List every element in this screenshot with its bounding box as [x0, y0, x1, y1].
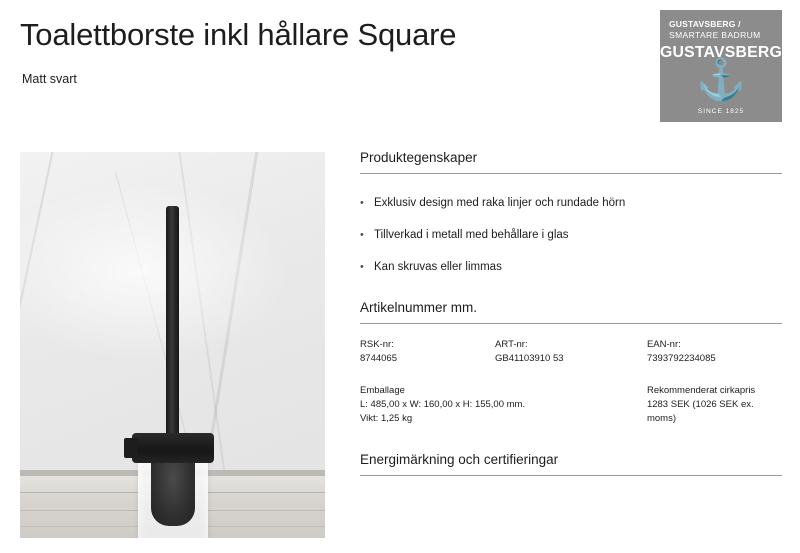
brand-tagline-line2: SMARTARE BADRUM [669, 30, 761, 40]
brand-logo [660, 10, 782, 122]
brush-holder-ring [132, 433, 214, 463]
divider [360, 323, 782, 324]
art-column [495, 338, 647, 366]
packaging-row [360, 384, 782, 426]
features-list [360, 174, 782, 274]
wall-highlight [20, 182, 290, 362]
energy-heading: Energimärkning och certifieringar [360, 452, 559, 467]
price-label: Rekommenderat cirkapris [646, 385, 756, 396]
brand-tagline-line1: GUSTAVSBERG / [669, 19, 741, 29]
feature-text: Tillverkad i metall med behållare i glas [374, 229, 569, 241]
list-item [360, 260, 782, 274]
bullet-icon: • [360, 261, 364, 273]
feature-text: Exklusiv design med raka linjer och rundade hörn [374, 197, 626, 209]
feature-text: Kan skruvas eller limmas [374, 261, 502, 273]
anchor-icon: ⚓ [696, 58, 746, 102]
art-label: ART-nr: [495, 339, 528, 350]
list-item [360, 196, 782, 210]
ean-label: EAN-nr: [646, 339, 681, 350]
features-heading: Produktegenskaper [360, 150, 478, 165]
bullet-icon: • [360, 197, 364, 209]
packaging-column [360, 384, 647, 426]
bullet-icon: • [360, 229, 364, 241]
wall-bracket [124, 438, 138, 458]
brand-tagline [669, 19, 761, 41]
rsk-value: 8744065 [360, 353, 397, 364]
rsk-label: RSK-nr: [360, 339, 394, 350]
ean-column [647, 338, 782, 366]
price-column [647, 384, 782, 426]
packaging-label: Emballage [360, 385, 405, 396]
product-image [20, 152, 325, 538]
packaging-weight: Vikt: 1,25 kg [360, 413, 413, 424]
art-value: GB41103910 53 [495, 353, 564, 364]
price-value: 1283 SEK (1026 SEK ex. moms) [646, 399, 754, 424]
brand-wordmark: GUSTAVSBERG [660, 44, 782, 61]
packaging-dimensions: L: 485,00 x W: 160,00 x H: 155,00 mm. [360, 399, 526, 410]
page-subtitle: Matt svart [22, 72, 77, 86]
list-item [360, 228, 782, 242]
brush-bristles [151, 452, 195, 526]
ean-value: 7393792234085 [646, 353, 716, 364]
article-numbers-row [360, 338, 782, 366]
toilet-brush-handle [166, 206, 179, 438]
divider [360, 475, 782, 476]
page-title: Toalettborste inkl hållare Square [20, 17, 457, 52]
article-heading: Artikelnummer mm. [360, 300, 478, 315]
rsk-column [360, 338, 495, 366]
page-header [0, 0, 800, 130]
details-column [360, 150, 782, 476]
brand-since: SINCE 1825 [697, 108, 745, 115]
